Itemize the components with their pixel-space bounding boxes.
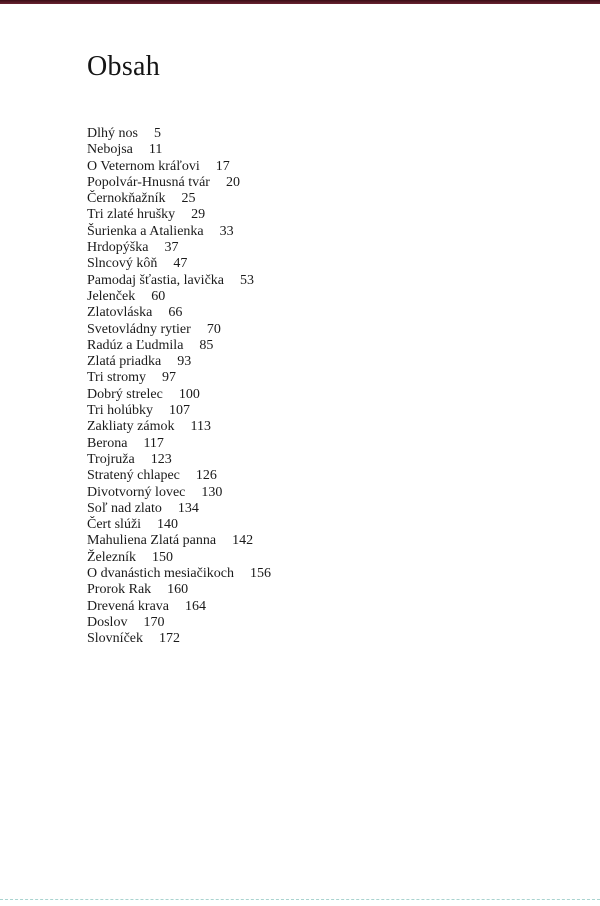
toc-entry bbox=[87, 582, 271, 598]
page-top-edge bbox=[0, 0, 600, 4]
toc-entry-title: Železník bbox=[87, 549, 136, 565]
toc-entry-title: Radúz a Ľudmila bbox=[87, 337, 184, 353]
toc-entry-title: Drevená krava bbox=[87, 598, 170, 614]
toc-entry-page: 5 bbox=[153, 126, 161, 141]
toc-entry bbox=[87, 338, 271, 354]
toc-entry-page: 134 bbox=[177, 500, 199, 516]
toc-entry-page: 97 bbox=[162, 370, 177, 386]
toc-entry-title: Pamodaj šťastia, lavička bbox=[87, 272, 224, 288]
toc-entry-title: Stratený chlapec bbox=[87, 468, 180, 484]
toc-entry bbox=[87, 289, 271, 305]
toc-entry bbox=[87, 452, 271, 468]
toc-entry bbox=[87, 273, 271, 289]
toc-entry-page: 130 bbox=[201, 484, 223, 500]
toc-entry bbox=[87, 159, 271, 175]
toc-entry-page: 170 bbox=[143, 614, 165, 630]
toc-entry-title: Soľ nad zlato bbox=[87, 500, 162, 516]
toc-entry bbox=[87, 501, 271, 517]
toc-entry bbox=[87, 533, 271, 549]
toc-entry-title: Tri zlaté hrušky bbox=[87, 207, 176, 223]
toc-entry bbox=[87, 419, 271, 435]
toc-entry-title: Zlatá priadka bbox=[87, 354, 162, 370]
toc-entry-title: Svetovládny rytier bbox=[87, 321, 191, 337]
toc-entry bbox=[87, 599, 271, 615]
toc-entry-title: Zakliaty zámok bbox=[87, 419, 175, 435]
toc-entry bbox=[87, 631, 271, 647]
toc-entry-page: 140 bbox=[157, 517, 179, 533]
toc-entry bbox=[87, 615, 271, 631]
toc-entry-page: 47 bbox=[173, 256, 188, 272]
toc-entry bbox=[87, 550, 271, 566]
toc-entry bbox=[87, 566, 271, 582]
toc-entry bbox=[87, 305, 271, 321]
toc-entry-page: 25 bbox=[181, 191, 196, 207]
toc-entry-page: 66 bbox=[168, 305, 183, 321]
toc-entry-page: 123 bbox=[150, 451, 172, 467]
toc-entry bbox=[87, 256, 271, 272]
table-of-contents bbox=[87, 126, 271, 648]
toc-entry-page: 172 bbox=[159, 631, 180, 647]
page-title: Obsah bbox=[87, 51, 161, 82]
toc-entry-title: Divotvorný lovec bbox=[87, 484, 186, 500]
toc-entry-page: 93 bbox=[177, 354, 192, 370]
toc-entry-page: 11 bbox=[148, 142, 163, 158]
toc-entry-title: Zlatovláska bbox=[87, 305, 153, 321]
toc-entry-title: O dvanástich mesiačikoch bbox=[87, 566, 234, 582]
toc-entry-title: Berona bbox=[87, 435, 128, 451]
toc-entry-page: 107 bbox=[169, 403, 191, 419]
toc-entry-page: 117 bbox=[143, 435, 164, 451]
toc-entry-title: Mahuliena Zlatá panna bbox=[87, 533, 217, 549]
toc-entry bbox=[87, 191, 271, 207]
toc-entry-page: 17 bbox=[215, 158, 230, 174]
toc-entry bbox=[87, 126, 271, 142]
toc-entry-page: 29 bbox=[191, 207, 206, 223]
toc-entry-title: Černokňažník bbox=[87, 191, 166, 207]
toc-entry bbox=[87, 517, 271, 533]
toc-entry-page: 164 bbox=[185, 598, 207, 614]
toc-entry-title: Prorok Rak bbox=[87, 582, 152, 598]
toc-entry-title: Dobrý strelec bbox=[87, 386, 163, 402]
toc-entry bbox=[87, 240, 271, 256]
toc-entry-title: Tri stromy bbox=[87, 370, 147, 386]
toc-entry bbox=[87, 468, 271, 484]
toc-entry bbox=[87, 436, 271, 452]
toc-entry-title: Hrdopýška bbox=[87, 240, 149, 256]
toc-entry bbox=[87, 224, 271, 240]
toc-entry-title: Tri holúbky bbox=[87, 403, 154, 419]
toc-entry bbox=[87, 485, 271, 501]
toc-entry-page: 142 bbox=[232, 533, 254, 549]
toc-entry-title: Jelenček bbox=[87, 288, 136, 304]
toc-entry-page: 85 bbox=[199, 337, 214, 353]
toc-entry bbox=[87, 322, 271, 338]
toc-entry bbox=[87, 370, 271, 386]
toc-entry-page: 160 bbox=[167, 582, 189, 598]
toc-entry-page: 100 bbox=[178, 386, 200, 402]
toc-entry-page: 33 bbox=[219, 223, 234, 239]
toc-entry-page: 113 bbox=[190, 419, 211, 435]
toc-entry-title: Dlhý nos bbox=[87, 126, 138, 141]
toc-entry-title: O Veternom kráľovi bbox=[87, 158, 200, 174]
toc-entry-page: 70 bbox=[206, 321, 221, 337]
toc-entry-page: 126 bbox=[195, 468, 217, 484]
toc-entry bbox=[87, 354, 271, 370]
toc-entry bbox=[87, 387, 271, 403]
toc-entry bbox=[87, 175, 271, 191]
toc-entry-title: Nebojsa bbox=[87, 142, 133, 158]
toc-entry-title: Slncový kôň bbox=[87, 256, 158, 272]
page-bottom-edge bbox=[0, 899, 600, 900]
toc-entry-title: Slovníček bbox=[87, 631, 143, 647]
toc-entry-page: 156 bbox=[249, 566, 271, 582]
toc-entry-title: Doslov bbox=[87, 614, 128, 630]
toc-entry-title: Trojruža bbox=[87, 451, 135, 467]
toc-entry bbox=[87, 207, 271, 223]
toc-entry-page: 60 bbox=[151, 288, 166, 304]
toc-entry bbox=[87, 142, 271, 158]
toc-entry-page: 37 bbox=[164, 240, 179, 256]
toc-entry bbox=[87, 403, 271, 419]
toc-entry-page: 20 bbox=[225, 174, 240, 190]
toc-entry-title: Čert slúži bbox=[87, 517, 142, 533]
toc-entry-title: Šurienka a Atalienka bbox=[87, 223, 204, 239]
toc-entry-title: Popolvár-Hnusná tvár bbox=[87, 174, 210, 190]
toc-entry-page: 150 bbox=[151, 549, 173, 565]
toc-entry-page: 53 bbox=[240, 272, 254, 288]
